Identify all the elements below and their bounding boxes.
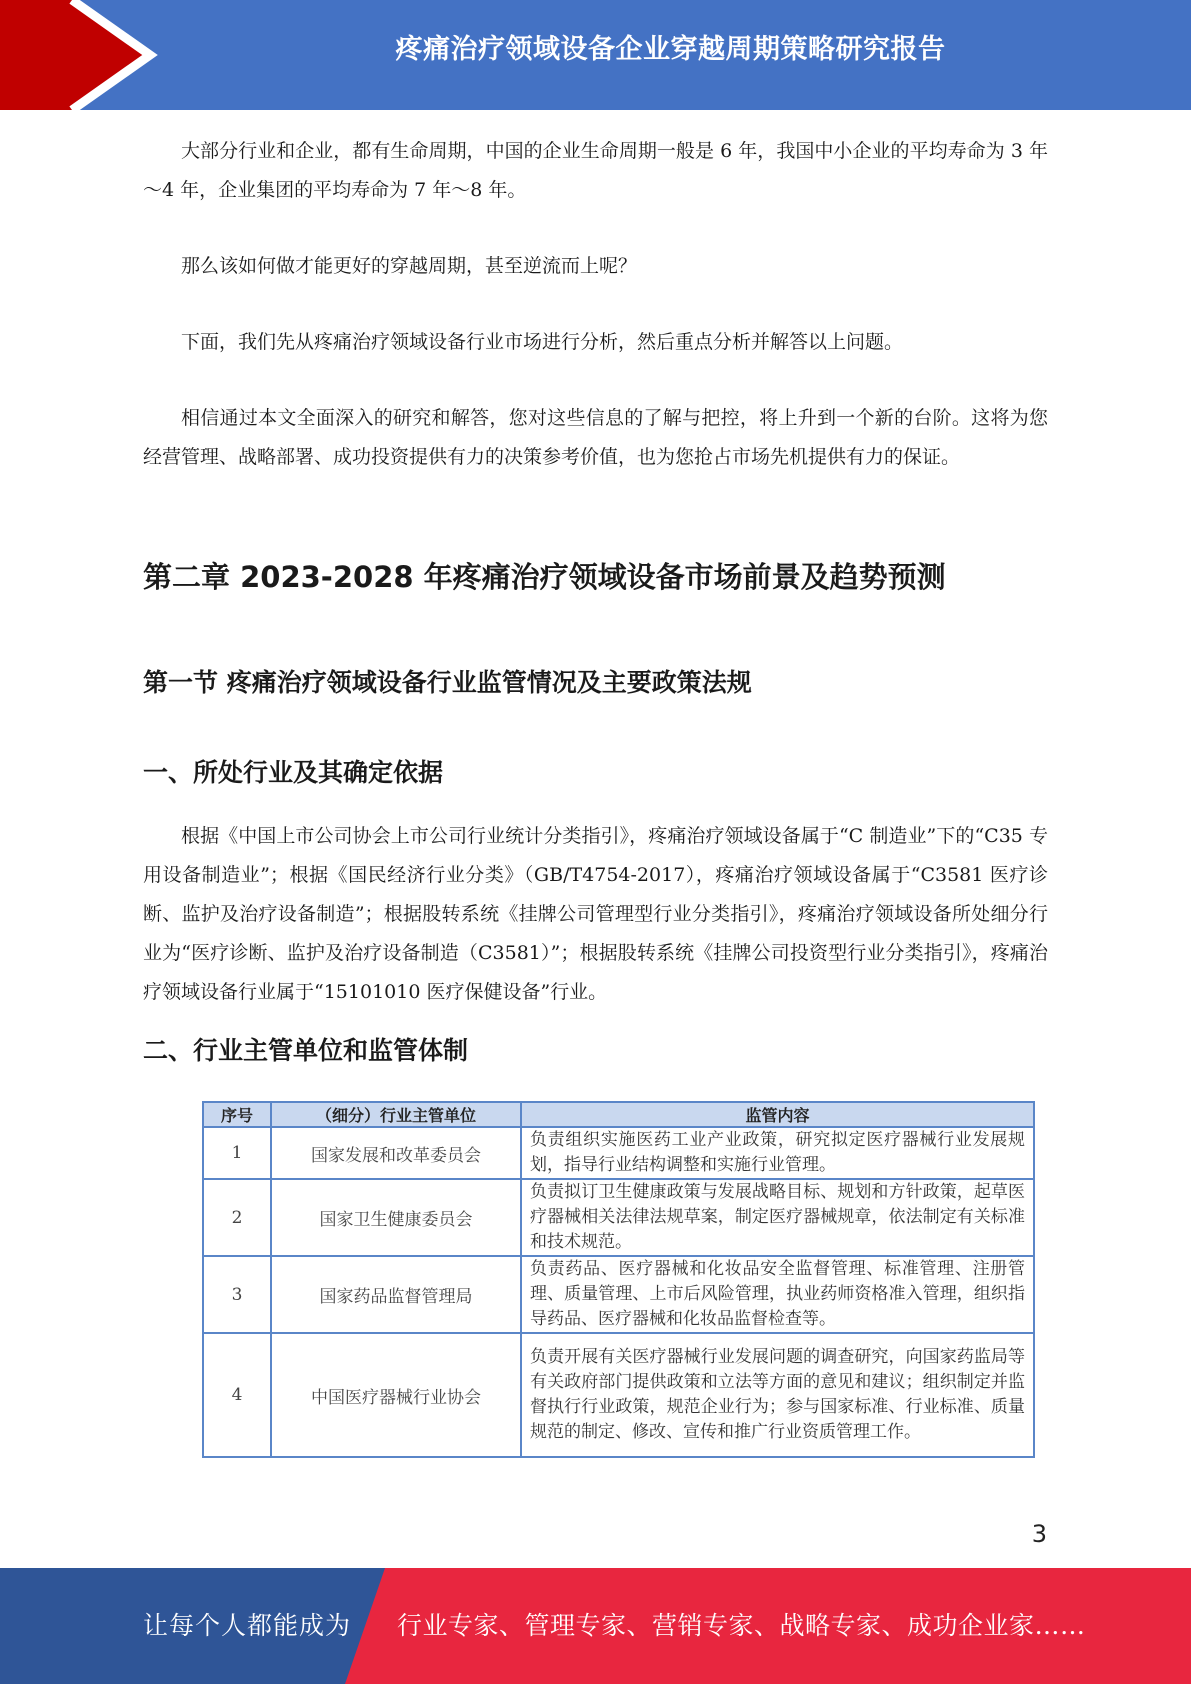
- row-content: 负责组织实施医药工业产业政策，研究拟定医疗器械行业发展规划，指导行业结构调整和实施行业管理。: [521, 1127, 1034, 1179]
- table-header-row: [203, 1102, 1034, 1127]
- table-row: [203, 1179, 1034, 1256]
- row-no: 1: [203, 1127, 271, 1179]
- intro-paragraph-2: 那么该如何做才能更好的穿越周期，甚至逆流而上呢？: [181, 255, 638, 277]
- header-no: 序号: [203, 1102, 271, 1127]
- header-content: 监管内容: [521, 1102, 1034, 1127]
- row-content: 负责开展有关医疗器械行业发展问题的调查研究，向国家药监局等有关政府部门提供政策和立法等方面的意见和建议；组织制定并监督执行行业政策，规范企业行为；参与国家标准、行业标准、质量规范的制定、修改、宣传和推广行业资质管理工作。: [521, 1333, 1034, 1457]
- chapter-title: 第二章 2023-2028 年疼痛治疗领域设备市场前景及趋势预测: [143, 560, 946, 594]
- table-row: [203, 1333, 1034, 1457]
- header-chevron-icon: [0, 0, 160, 110]
- intro-paragraph-3: 下面，我们先从疼痛治疗领域设备行业市场进行分析，然后重点分析并解答以上问题。: [181, 331, 904, 353]
- footer-banner: [0, 1568, 1191, 1684]
- row-content: 负责拟订卫生健康政策与发展战略目标、规划和方针政策，起草医疗器械相关法律法规草案，制定医疗器械规章，依法制定有关标准和技术规范。: [521, 1179, 1034, 1256]
- report-title: 疼痛治疗领域设备企业穿越周期策略研究报告: [395, 34, 946, 65]
- industry-section: [143, 817, 1048, 1012]
- intro-section: [143, 132, 1048, 477]
- row-no: 2: [203, 1179, 271, 1256]
- row-unit: 国家发展和改革委员会: [271, 1127, 521, 1179]
- section-title: 第一节 疼痛治疗领域设备行业监管情况及主要政策法规: [143, 668, 752, 697]
- industry-paragraph: 根据《中国上市公司协会上市公司行业统计分类指引》，疼痛治疗领域设备属于“C 制造业”下的“C35 专用设备制造业”；根据《国民经济行业分类》（GB/T4754-2017），疼痛治疗领域设备属于“C3581 医疗诊断、监护及治疗设备制造”；根据股转系统《挂牌公司管理型行业分类指引》，疼痛治疗领域设备所处细分行业为“医疗诊断、监护及治疗设备制造（C3581）”；根据股转系统《挂牌公司投资型行业分类指引》，疼痛治疗领域设备行业属于“15101010 医疗保健设备”行业。: [143, 825, 1048, 1003]
- row-unit: 国家卫生健康委员会: [271, 1179, 521, 1256]
- regulation-heading: 二、行业主管单位和监管体制: [143, 1036, 469, 1065]
- row-no: 4: [203, 1333, 271, 1457]
- industry-heading: 一、所处行业及其确定依据: [143, 758, 444, 787]
- footer-slogan-right: 行业专家、管理专家、营销专家、战略专家、成功企业家……: [397, 1611, 1086, 1640]
- row-unit: 国家药品监督管理局: [271, 1256, 521, 1333]
- intro-paragraph-4: 相信通过本文全面深入的研究和解答，您对这些信息的了解与把控，将上升到一个新的台阶。这将为您经营管理、战略部署、成功投资提供有力的决策参考价值，也为您抢占市场先机提供有力的保证。: [143, 407, 1048, 468]
- table-row: [203, 1127, 1034, 1179]
- page-number: 3: [1031, 1520, 1047, 1548]
- intro-paragraph-1: 大部分行业和企业，都有生命周期，中国的企业生命周期一般是 6 年，我国中小企业的平均寿命为 3 年～4 年，企业集团的平均寿命为 7 年～8 年。: [143, 140, 1048, 201]
- row-unit: 中国医疗器械行业协会: [271, 1333, 521, 1457]
- table-row: [203, 1256, 1034, 1333]
- header-banner: [0, 0, 1191, 110]
- footer-slogan-left: 让每个人都能成为: [143, 1611, 352, 1640]
- row-content: 负责药品、医疗器械和化妆品安全监督管理、标准管理、注册管理、质量管理、上市后风险管理，执业药师资格准入管理，组织指导药品、医疗器械和化妆品监督检查等。: [521, 1256, 1034, 1333]
- row-no: 3: [203, 1256, 271, 1333]
- regulation-table: [202, 1101, 1035, 1458]
- header-unit: （细分）行业主管单位: [271, 1102, 521, 1127]
